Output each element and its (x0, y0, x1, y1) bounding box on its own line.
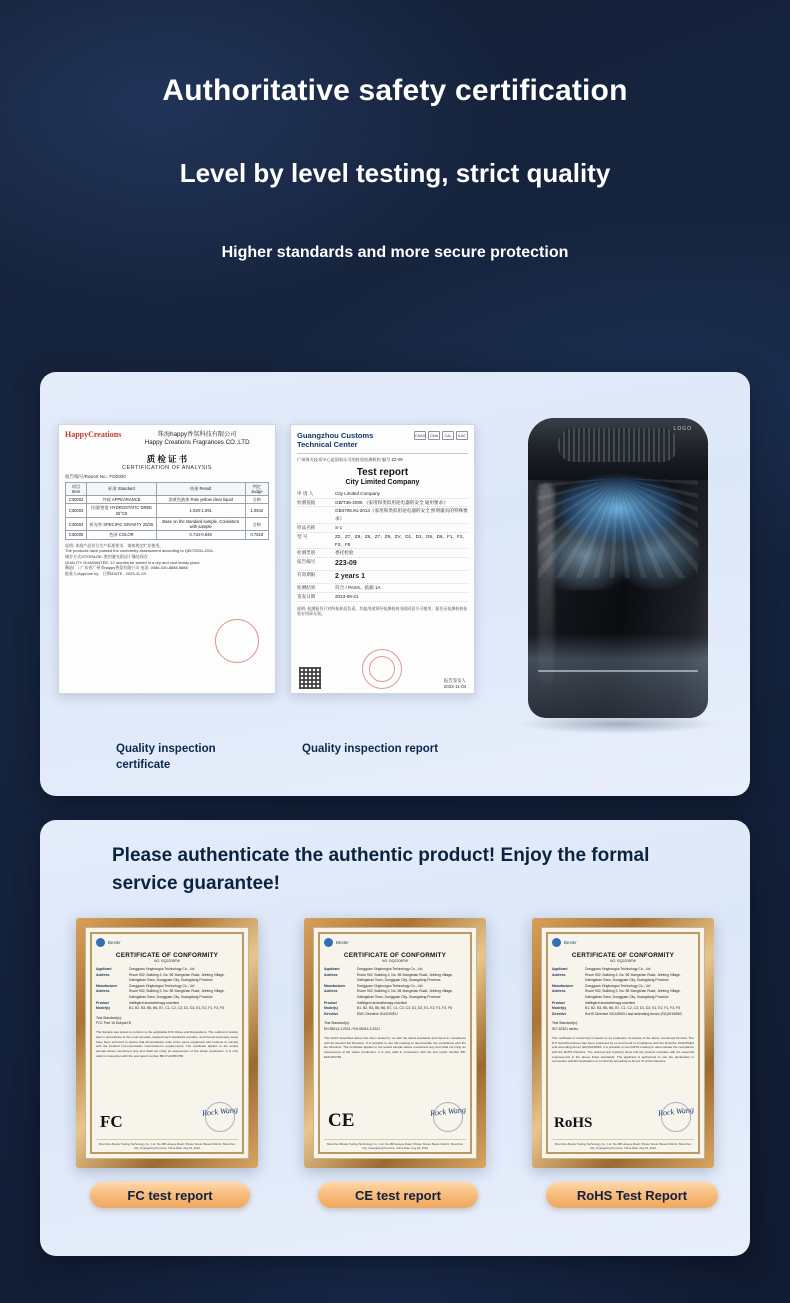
qir-key: 报告编号 (297, 559, 316, 565)
caption-quality-inspection-certificate: Quality inspection certificate (116, 743, 216, 771)
signature-stamp-icon (433, 1102, 463, 1132)
qir-org-line1: Guangzhou Customs (297, 431, 374, 440)
qir-key: 检测类别 (297, 550, 316, 556)
field-value: Room 902, Building 3, No. 98 Xiangshan Road, Jinhting Village, Dalingshan Town, Dongguan City, Guangdong Province (357, 972, 453, 983)
qir-key: 申 请 人 (297, 490, 314, 496)
qir-value: Z2、Z7、Z8、Z6、Z7、Z9、ZV、D1、D2、D5、D6、F1、F2、F3、F5 (335, 533, 467, 547)
field-key: Model(s) (96, 1006, 110, 1011)
list-item (552, 1012, 694, 1018)
qic-col-0: 项目 Item (66, 482, 87, 496)
authenticity-panel (40, 820, 750, 1256)
lab-name: Bester (336, 940, 349, 945)
qir-signature-label: 报告签发人 (443, 678, 466, 683)
field-value: RoHS Directive 2011/65/EU and amending Annex (EU)2015/863 (585, 1011, 682, 1016)
list-item (552, 989, 694, 1000)
signature-stamp-icon (205, 1102, 235, 1132)
field-key: Address (324, 989, 338, 994)
authenticity-title: Please authenticate the authentic product! Enjoy the formal service guarantee! (112, 845, 650, 894)
ce-mark-icon: CE (328, 1110, 355, 1131)
field-value: Room 902, Building 3, No. 98 Xiangshan Road, Jinhting Village, Dalingshan Town, Dongguan City, Guangdong Province (585, 972, 681, 983)
field-key: Address (324, 972, 338, 977)
test-standards (552, 1021, 694, 1032)
field-key: Directive (552, 1011, 567, 1016)
qir-title: Test report (356, 466, 409, 478)
certificate-number: NO. BQ2208FW (153, 959, 181, 963)
lab-name: Bester (564, 940, 577, 945)
lab-logo-icon (324, 938, 333, 947)
qir-rows (291, 490, 474, 602)
list-item (96, 989, 238, 1000)
certificate-frame-fc[interactable] (76, 918, 258, 1168)
cal-mark-icon: CAL (442, 431, 454, 440)
lab-logo (96, 938, 238, 947)
qir-org (297, 431, 373, 450)
field-value: Room 902, Building 3, No. 98 Xiangshan Road, Jinhting Village, Dalingshan Town, Dongguan City, Guangdong Province (357, 989, 453, 1000)
qic-approve-label: 批准人/Approve by (65, 570, 99, 576)
official-stamp-icon (215, 619, 259, 663)
light-rays (538, 478, 698, 578)
qir-date: 2023-11-03 (443, 684, 466, 689)
qic-table (65, 482, 269, 540)
list-item (297, 533, 468, 550)
signature-text: Rock Wang (657, 1105, 695, 1118)
qir-value: GB/T36-2005 《家用和类似用途电器的安全 通用要求》 (335, 499, 448, 505)
certificate-footer: Shenzhen Bester Testing Technology Co., Ltd. No.188 Huayue Road, Shiyan Street, Baoan District, Shenzhen City, Guangdong Province, China Date: Aug 16, 2022 (552, 1139, 694, 1150)
signature-block (430, 1107, 466, 1132)
qic-col-1: 标准 Standard (87, 482, 157, 496)
test-standards-value: IEC 62321 series (552, 1026, 579, 1031)
qir-value: 委托检验 (335, 550, 354, 556)
cell: C30002 (66, 496, 87, 504)
cell: 淡黄色液体 Pale yellow clear liquid (156, 496, 245, 504)
qir-key (297, 507, 331, 523)
list-item (297, 571, 468, 584)
field-value: Room 902, Building 3, No. 98 Xiangshan Road, Jinhting Village, Dalingshan Town, Dongguan City, Guangdong Province (129, 972, 225, 983)
list-item (324, 973, 466, 984)
cell: 外观 APPEARANCE (87, 496, 157, 504)
field-value: B1, B2, B3, B5, B6, B7, C1, C2, C3, D1, D2, E1, E2, F1, F3, F5 (357, 1006, 452, 1011)
certificate-number: NO. BQ2208FW (381, 959, 409, 963)
qic-title: 质 检 证 书 (146, 453, 188, 464)
list-item (96, 973, 238, 984)
cell: C30004 (66, 517, 87, 531)
qic-col-3: 判定 Judge (245, 482, 268, 496)
list-item (297, 490, 468, 499)
product-image (500, 404, 736, 744)
qr-code-icon (299, 667, 321, 689)
cell: 0.734-0.846 (156, 531, 245, 539)
qic-header (59, 425, 275, 450)
qir-header (291, 425, 474, 450)
table-row (66, 496, 269, 504)
headings-block (0, 0, 790, 262)
field-key: Applicant (552, 967, 568, 971)
lab-logo (552, 938, 694, 947)
quality-inspection-report-doc[interactable] (290, 424, 475, 694)
table-row (66, 517, 269, 531)
field-key: Address (552, 972, 566, 977)
certificate-rohs (541, 927, 705, 1159)
field-value: B1, B2, B3, B5, B6, B7, C1, C2, C3, D1, D2, E1, E2, F1, F3, F5 (129, 1006, 224, 1011)
water-line (538, 670, 698, 672)
qir-key: 检测依据 (297, 499, 316, 505)
product-top-cap (528, 418, 708, 480)
field-key: Product (96, 1000, 109, 1005)
qir-company: City Limited Company (345, 478, 420, 486)
list-item (297, 507, 468, 524)
certificate-fields (552, 967, 694, 1017)
product-brand-label: LOGO (673, 426, 692, 432)
lab-name: Bester (108, 940, 121, 945)
qic-approve-line: 批准人/Approve by 日期/DATE : 2023-11-03 (65, 570, 146, 576)
qir-signature-block (444, 678, 466, 689)
accreditation-marks (414, 431, 468, 440)
test-standards-value: FCC Part 15 Subpart B (96, 1021, 131, 1026)
page-tagline: Higher standards and more secure protection (221, 244, 569, 261)
field-key: Applicant (324, 967, 340, 971)
qir-key: 签发日期 (297, 593, 316, 599)
certificate-title: CERTIFICATE OF CONFORMITY (343, 952, 447, 959)
cell: 折光率 SPECIFIC GRAVITY 25/25 (87, 517, 157, 531)
certificate-paragraph: The Sample was tested to conform to the applicable FCC Rules and Regulations. The method of testing was in accordance to the most accurate measurement standards possible, and that all necessary steps have been enforced to assure that all production units of the same equipment will continue to comply with the Federal Communication Commission's requirements. The certificate applies to the tested sample above mentioned only and shall not imply an assessment of the whole production. It is only valid in connection with the test report number BD-FV22001768. (96, 1030, 238, 1058)
cell: 合格 (245, 496, 268, 504)
cell: 0.7818 (245, 531, 268, 539)
rohs-mark-icon: RoHS (554, 1115, 593, 1131)
cell: 1.020-1.091 (156, 504, 245, 518)
certificate-fc (85, 927, 249, 1159)
test-standards (324, 1021, 466, 1032)
table-header-row (66, 482, 269, 496)
test-standards (96, 1016, 238, 1027)
qic-storage-en: QUALITY GUARANTEE: 12 months be stored in a dry and cool shady place (65, 559, 200, 565)
qic-table-wrap (59, 482, 275, 540)
page-title: Authoritative safety certification (162, 74, 628, 107)
divider (297, 453, 468, 454)
quality-inspection-certificate-doc[interactable] (58, 424, 276, 694)
qir-org-line2: Technical Center (297, 440, 358, 450)
qir-value: S-1 (335, 525, 343, 531)
qic-note-cn: 说明: 本批产品符合生产标准要求，请按规定贮存使用。 (65, 542, 164, 548)
certificate-fields (96, 967, 238, 1012)
qic-company (125, 431, 269, 448)
list-item (297, 549, 468, 558)
lab-logo (324, 938, 466, 947)
field-value: Dongguan Xinghongca Technology Co., Ltd (129, 967, 195, 971)
list-item (297, 524, 468, 533)
certificate-fields (324, 967, 466, 1017)
cell: 1.0542 (245, 504, 268, 518)
official-stamp-icon (362, 649, 402, 689)
field-value: Dongguan Xinghongca Technology Co., Ltd (129, 983, 195, 988)
fc-mark-icon: FC (100, 1112, 123, 1131)
certificate-title: CERTIFICATE OF CONFORMITY (571, 952, 675, 959)
qir-report-number: 223-09 (335, 560, 357, 568)
field-value: Intelligent aromatherapy machine (357, 1000, 408, 1005)
cell: 色泽 COLOR (87, 531, 157, 539)
list-item (297, 584, 468, 593)
lab-logo-icon (96, 938, 105, 947)
list-item (324, 1012, 466, 1018)
certificate-frame-rohs[interactable] (532, 918, 714, 1168)
certificate-frame-ce[interactable] (304, 918, 486, 1168)
field-value: Dongguan Xinghongca Technology Co., Ltd (585, 983, 651, 988)
certificate-paragraph: The certificate of conformity is based on an evaluation of sample of the above mentioned Product. The R,P described above has been examined by us and found in compliance with the Directive 2011/65/EU and amending Annex (EU)2015/863. It is possible to use RoHS marking to demonstrate the compliance with the RoHS Directive. The referred test report(s) show that the product complies with the essential requirements in the above listed standards. The applicant is authorized to use the declaration in connection with EU declaration of conformity according to Annex VI of the Directive. (552, 1036, 694, 1064)
cell: Base on the standard sample, Consistent with sample (156, 517, 245, 531)
field-key: Manufacturer (324, 983, 346, 988)
table-row (66, 504, 269, 518)
field-key: Product (324, 1000, 337, 1005)
field-value: Room 902, Building 3, No. 98 Xiangshan Road, Jinhting Village, Dalingshan Town, Dongguan City, Guangdong Province (585, 989, 681, 1000)
signature-block (658, 1107, 694, 1132)
qic-company-en: Happy Creations Fragrances CO.,LTD (144, 439, 250, 447)
qic-storage-cn: 储存方式/STORAGE: 密封避光阴凉干燥处保存 (65, 553, 148, 559)
field-key: Product (552, 1000, 565, 1005)
product-body (528, 418, 708, 718)
qic-meta: 报告编号/Report No.: FD0000 (65, 473, 126, 479)
test-standards-label: Test Standard(s): (324, 1021, 350, 1026)
qic-date-value: 2023-11-03 (125, 570, 146, 576)
lab-logo-icon (552, 938, 561, 947)
certificate-title: CERTIFICATE OF CONFORMITY (115, 952, 219, 959)
badge-rohs-test-report[interactable]: RoHS Test Report (546, 1182, 718, 1208)
certification-panel (40, 372, 750, 796)
field-key: Manufacturer (552, 983, 574, 988)
qic-note-en: The products have passed the conformity assessment according to QB/T2531-2011. (65, 548, 215, 554)
qir-key: 型 号 (297, 533, 308, 539)
field-value: Dongguan Xinghongca Technology Co., Ltd (585, 967, 651, 971)
qir-value: GB4706.91-2014《家用和类似用途电器的安全 照明器具的特殊要求》 (335, 508, 468, 522)
qic-footer (59, 540, 275, 580)
qir-validity: 2 years 1 (335, 573, 365, 581)
certificate-footer: Shenzhen Bester Testing Technology Co., Ltd. No.188 Huayue Road, Shiyan Street, Baoan District, Shenzhen City, Guangdong Province, China Date: Aug 16, 2022 (96, 1139, 238, 1150)
field-key: Manufacturer (96, 983, 118, 988)
field-value: Intelligent aromatherapy machine (129, 1000, 180, 1005)
qir-footer (291, 649, 474, 689)
list-item (96, 1006, 238, 1012)
cell: 比重/密度 HYDROSTATIC DREE 25°C5 (87, 504, 157, 518)
qir-value: 符合 / PASS、依据 1A (335, 585, 381, 590)
field-value: Dongguan Xinghongca Technology Co., Ltd (357, 983, 423, 988)
test-standards-label: Test Standard(s): (552, 1021, 578, 1026)
test-standards-label: Test Standard(s): (96, 1015, 122, 1020)
field-key: Address (552, 989, 566, 994)
water-tank (528, 634, 708, 718)
qir-cn-line: 广州海关技术中心是国家认可的检验检测机构 编号 ZZ-09 (297, 456, 403, 462)
qic-col-2: 结果 Result (156, 482, 245, 496)
field-value: Intelligent aromatherapy machine (585, 1000, 636, 1005)
test-standards-value: EN 55014-1:2021 / EN 55014-2:2021 (324, 1026, 380, 1031)
certificate-ce (313, 927, 477, 1159)
page-subtitle: Level by level testing, strict quality (179, 158, 611, 188)
qir-note: 说明: 检测报告只对所检样品负责，其他用途须经检测机构书面同意方可使用；报告无检测机构检验专用章无效。 (297, 605, 468, 617)
field-value: Dongguan Xinghongca Technology Co., Ltd (357, 967, 423, 971)
qir-key: 检测结果 (297, 585, 316, 590)
table-row (66, 531, 269, 539)
field-key: Applicant (96, 967, 112, 971)
certificate-footer: Shenzhen Bester Testing Technology Co., Ltd. No.188 Huayue Road, Shiyan Street, Baoan District, Shenzhen City, Guangdong Province, China Date: Aug 16, 2022 (324, 1139, 466, 1150)
field-key: Model(s) (552, 1006, 566, 1011)
signature-stamp-icon (661, 1102, 691, 1132)
list-item (297, 593, 468, 602)
field-key: Model(s) (324, 1006, 338, 1011)
list-item (297, 558, 468, 571)
field-value: EMC Directive 2014/30/EU (357, 1011, 398, 1016)
badge-ce-test-report[interactable]: CE test report (318, 1182, 478, 1208)
qir-value: 2023-09-21 (335, 593, 359, 599)
list-item (552, 973, 694, 984)
qir-key: 有效期限 (297, 572, 316, 578)
qic-date-label: 日期/DATE (102, 570, 123, 576)
certificate-paragraph: The ReST described above has been tested by us with the listed standards and found in compliance with all relevant EU Directive. It is possible to use CE marking to demonstrate the compliance with the EU Directive. The certificate applies to the tested sample above mentioned only and shall not imply an assessment of the whole production. It is only valid in connection with the test report number BD-EMC201766. (324, 1036, 466, 1059)
signature-text: Rock Wang (429, 1105, 467, 1118)
caption-quality-inspection-report: Quality inspection report (302, 743, 439, 755)
field-value: B1, B2, B3, B5, B6, B7, C1, C2, C3, D1, D2, E1, E2, F1, F3, F5 (585, 1006, 680, 1011)
list-item (297, 499, 468, 508)
signature-block (202, 1107, 238, 1132)
qic-subtitle: CERTIFICATION OF ANALYSIS (122, 464, 212, 471)
gloss-highlight (538, 484, 554, 684)
qic-company-cn: 珠海happy香氛科技有限公司 (157, 431, 237, 438)
list-item (324, 989, 466, 1000)
field-key: Directive (324, 1011, 339, 1016)
field-value: Room 902, Building 3, No. 98 Xiangshan Road, Jinhting Village, Dalingshan Town, Dongguan City, Guangdong Province (129, 989, 225, 1000)
ilac-mark-icon: ILAC (456, 431, 468, 440)
cnas-mark-icon: CNAS (414, 431, 426, 440)
certificate-number: NO. BQ2208FW (609, 959, 637, 963)
cell: C30005 (66, 531, 87, 539)
qic-issuer: 制造厂 / 广东省广州市happy香氛有限公司 电话: 0086-020-8888 8888 (65, 565, 188, 571)
badge-fc-test-report[interactable]: FC test report (90, 1182, 250, 1208)
field-key: Address (96, 989, 110, 994)
qir-key: 样品名称 (297, 525, 316, 531)
cma-mark-icon: CMA (428, 431, 440, 440)
cell: C30003 (66, 504, 87, 518)
field-key: Address (96, 972, 110, 977)
cell: 合格 (245, 517, 268, 531)
product-grill (558, 428, 678, 462)
signature-text: Rock Wang (201, 1105, 239, 1118)
qir-value: City Limited Company (335, 490, 380, 496)
qic-logo: HappyCreations (65, 430, 122, 439)
